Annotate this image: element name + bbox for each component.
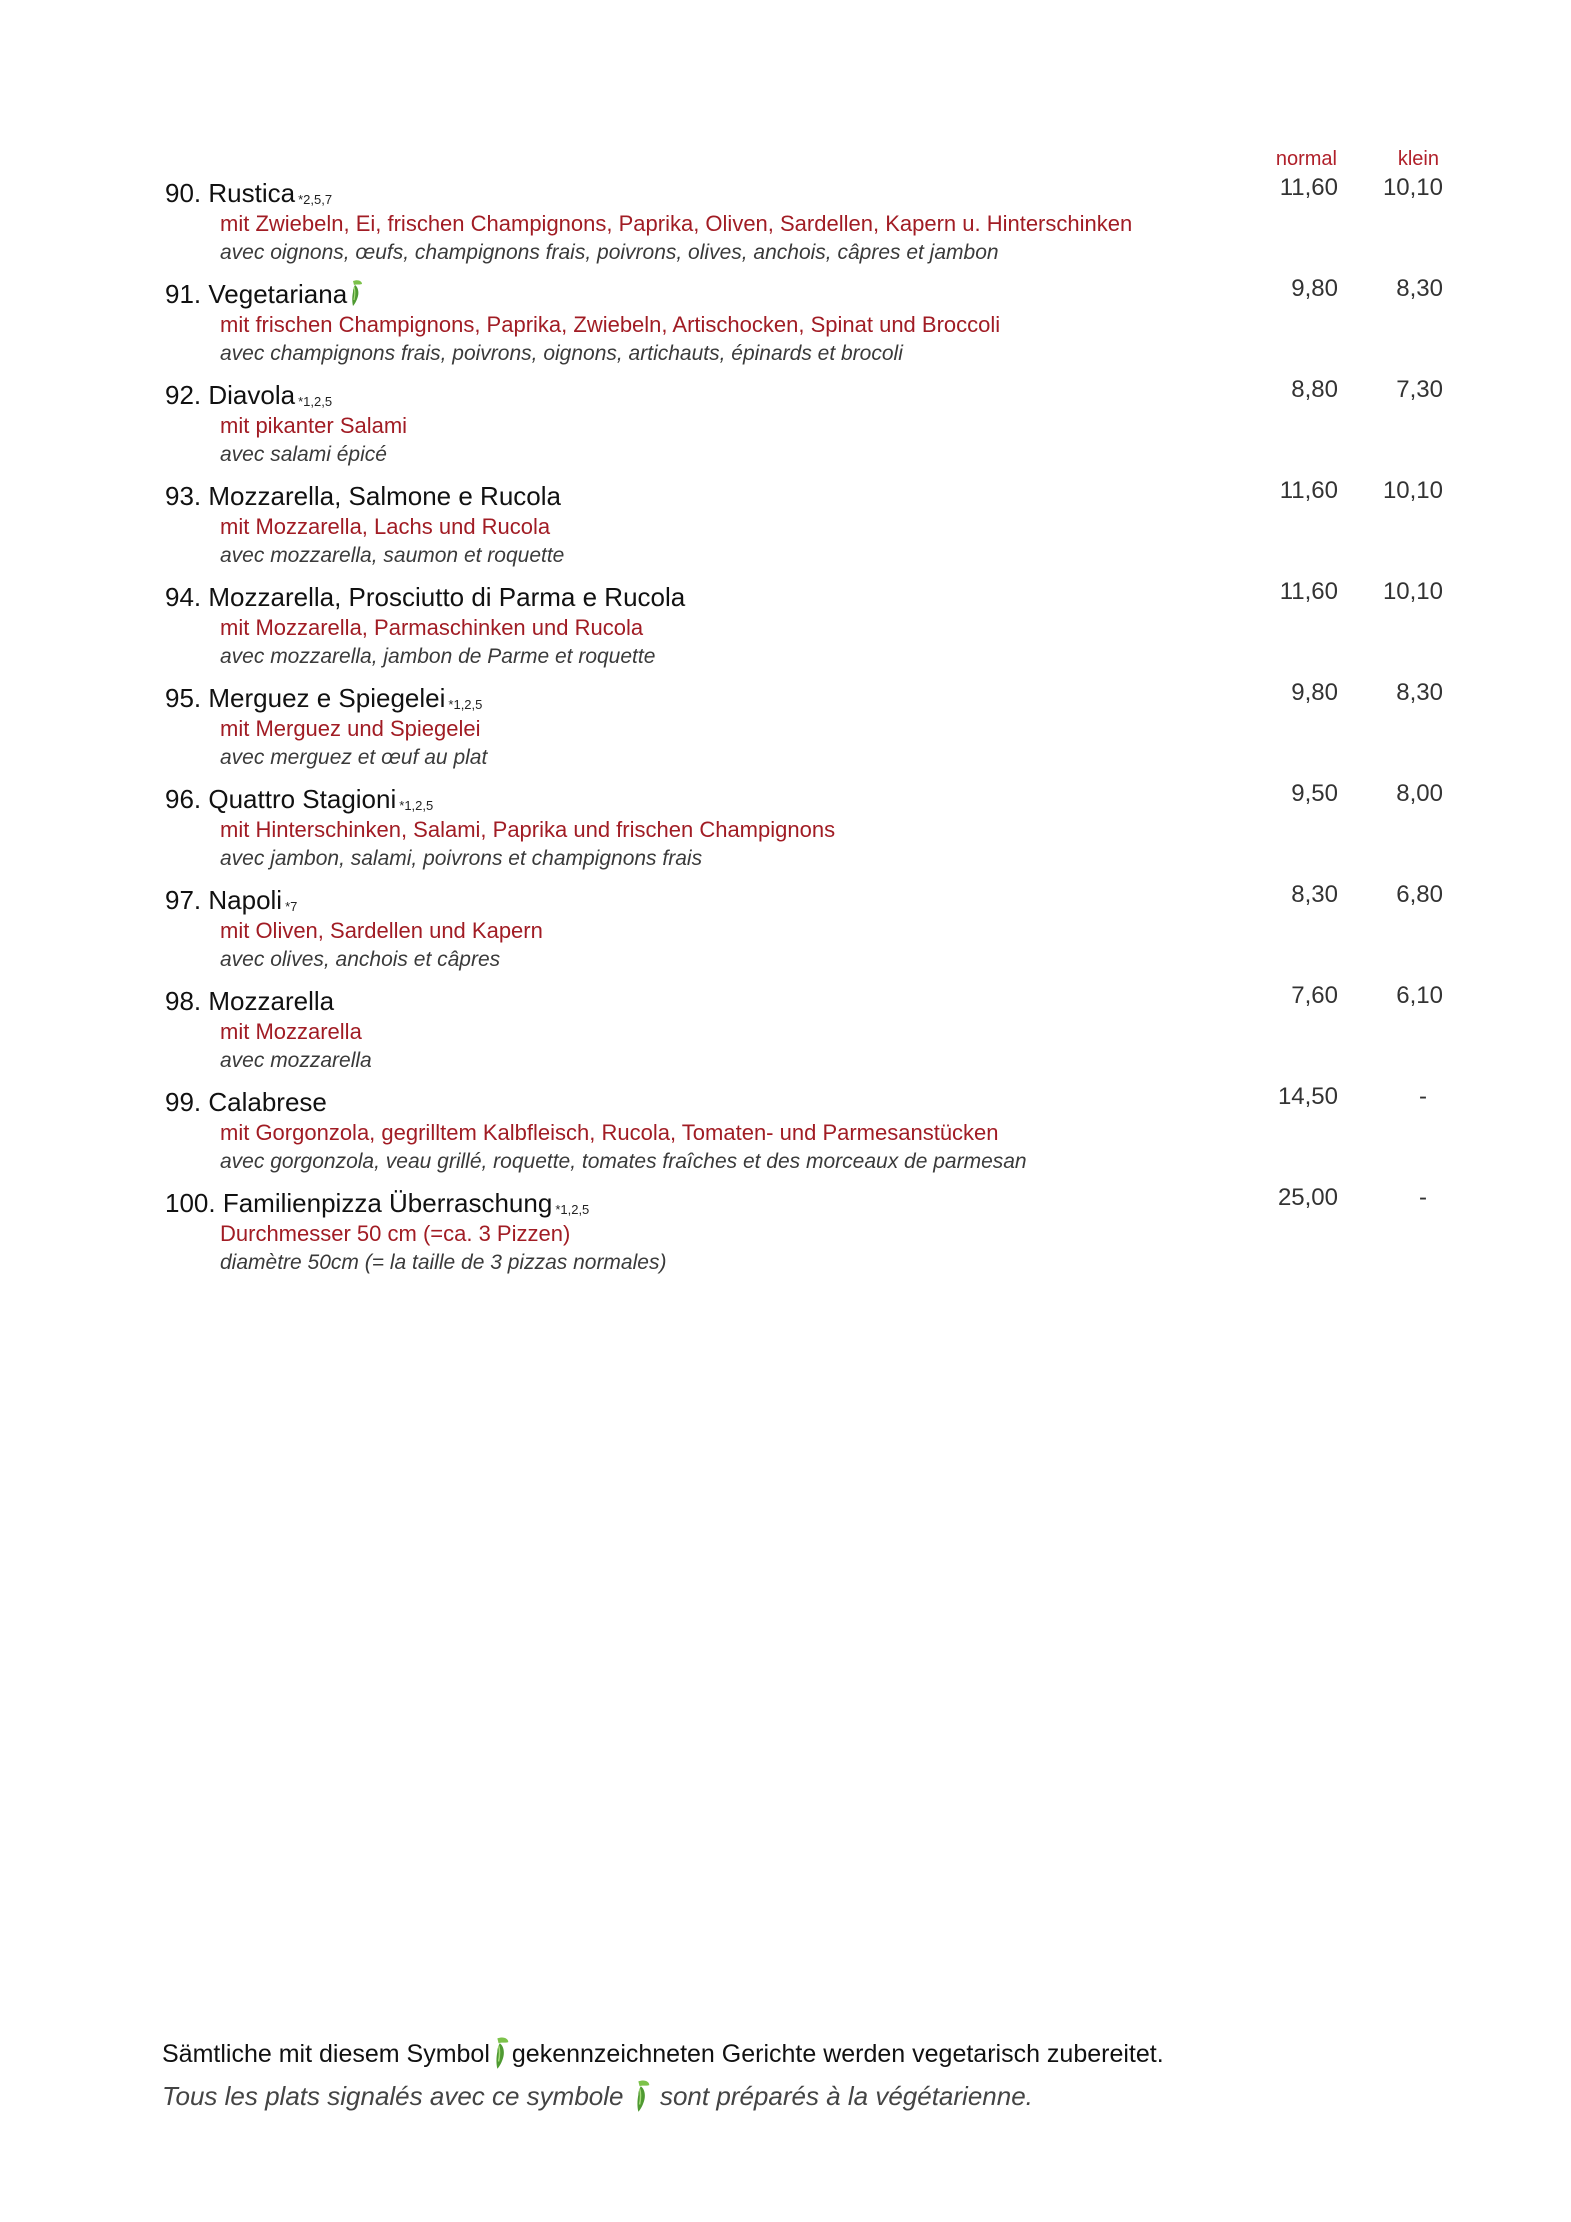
menu-item-description-french: avec merguez et œuf au plat [220, 746, 488, 769]
menu-item [165, 275, 1455, 376]
menu-item-title [165, 1087, 327, 1117]
vegetarian-icon [349, 279, 363, 307]
menu-item-title [165, 986, 334, 1016]
footnote-german-before: Sämtliche mit diesem Symbol [162, 2040, 490, 2068]
menu-item-description-german: mit Merguez und Spiegelei [220, 716, 481, 741]
menu-item-title [165, 178, 332, 213]
allergen-codes: *1,2,5 [298, 394, 333, 409]
menu-item-name: 98. Mozzarella [165, 986, 335, 1016]
price-klein: 6,10 [1396, 982, 1443, 1009]
menu-item-description-french: avec oignons, œufs, champignons frais, poivrons, olives, anchois, câpres et jambon [220, 241, 999, 264]
footnote-german [162, 2034, 1362, 2074]
price-klein: 10,10 [1382, 174, 1443, 201]
price-normal: 25,00 [1277, 1184, 1338, 1211]
price-klein: 10,10 [1382, 578, 1443, 605]
allergen-codes: *1,2,5 [448, 697, 483, 712]
price-normal: 8,30 [1291, 881, 1338, 908]
vegetarian-icon [633, 2079, 651, 2113]
menu-item-description-french: avec mozzarella [220, 1049, 372, 1072]
vegetarian-icon [492, 2036, 510, 2070]
price-normal: 14,50 [1277, 1083, 1338, 1110]
menu-item-description-french: diamètre 50cm (= la taille de 3 pizzas normales) [220, 1251, 667, 1274]
menu-item-description-german: mit Mozzarella, Lachs und Rucola [220, 514, 551, 539]
price-klein: 8,30 [1396, 275, 1443, 302]
menu-item-description-german: mit pikanter Salami [220, 413, 408, 438]
menu-item-name: 99. Calabrese [165, 1087, 327, 1117]
menu-item-description-french: avec salami épicé [220, 443, 387, 466]
menu-item-title [165, 885, 297, 920]
menu-item [165, 780, 1455, 881]
menu-item [165, 578, 1455, 679]
menu-item-description-german: mit frischen Champignons, Paprika, Zwiebeln, Artischocken, Spinat und Broccoli [220, 312, 1001, 337]
menu-item-name: 96. Quattro Stagioni [165, 784, 397, 814]
footnote-french [162, 2076, 1362, 2116]
price-klein: 10,10 [1382, 477, 1443, 504]
pizza-menu-list [165, 174, 1455, 1285]
menu-item-description-french: avec gorgonzola, veau grillé, roquette, tomates fraîches et des morceaux de parmesan [220, 1150, 1027, 1173]
price-normal: 8,80 [1291, 376, 1338, 403]
menu-item-description-german: Durchmesser 50 cm (=ca. 3 Pizzen) [220, 1221, 571, 1246]
menu-item-description-german: mit Mozzarella [220, 1019, 362, 1044]
price-normal: 11,60 [1279, 174, 1338, 201]
footnote-french-before: Tous les plats signalés avec ce symbole [162, 2081, 624, 2111]
menu-item-name: 100. Familienpizza Überraschung [165, 1188, 553, 1218]
menu-item-title [165, 582, 685, 612]
menu-item [165, 174, 1455, 275]
menu-item-description-french: avec mozzarella, jambon de Parme et roquette [220, 645, 656, 668]
menu-item-name: 93. Mozzarella, Salmone e Rucola [165, 481, 561, 511]
price-column-headers [1245, 148, 1445, 174]
column-header-klein: klein [1397, 148, 1439, 170]
menu-item-title [165, 380, 332, 415]
menu-item-description-french: avec jambon, salami, poivrons et champignons frais [220, 847, 703, 870]
menu-item-description-german: mit Zwiebeln, Ei, frischen Champignons, Paprika, Oliven, Sardellen, Kapern u. Hinterschinken [220, 211, 1133, 236]
menu-item-name: 94. Mozzarella, Prosciutto di Parma e Rucola [165, 582, 686, 612]
price-klein: 8,30 [1396, 679, 1443, 706]
menu-item-name: 92. Diavola [165, 380, 296, 410]
menu-item-description-french: avec olives, anchois et câpres [220, 948, 501, 971]
vegetarian-footnote [162, 2034, 1362, 2116]
footnote-german-after: gekennzeichneten Gerichte werden vegetarisch zubereitet. [511, 2040, 1164, 2068]
price-normal: 11,60 [1279, 477, 1338, 504]
menu-item [165, 982, 1455, 1083]
price-klein: - [1419, 1184, 1427, 1211]
menu-item-description-german: mit Hinterschinken, Salami, Paprika und frischen Champignons [220, 817, 836, 842]
price-normal: 11,60 [1279, 578, 1338, 605]
price-klein: 6,80 [1396, 881, 1443, 908]
price-normal: 7,60 [1291, 982, 1338, 1009]
allergen-codes: *7 [285, 899, 298, 914]
allergen-codes: *1,2,5 [555, 1202, 590, 1217]
price-klein: 8,00 [1396, 780, 1443, 807]
menu-item-title [165, 1188, 589, 1223]
menu-item-title [165, 279, 363, 309]
menu-item-name: 95. Merguez e Spiegelei [165, 683, 446, 713]
menu-item [165, 376, 1455, 477]
allergen-codes: *1,2,5 [399, 798, 434, 813]
menu-item-title [165, 481, 561, 511]
menu-item-description-german: mit Mozzarella, Parmaschinken und Rucola [220, 615, 644, 640]
menu-item [165, 1184, 1455, 1285]
menu-item-name: 91. Vegetariana [165, 279, 348, 309]
menu-item [165, 1083, 1455, 1184]
menu-item [165, 477, 1455, 578]
price-normal: 9,50 [1291, 780, 1338, 807]
menu-item-description-german: mit Oliven, Sardellen und Kapern [220, 918, 543, 943]
menu-item-title [165, 784, 433, 819]
footnote-french-after: sont préparés à la végétarienne. [659, 2081, 1033, 2111]
menu-item-name: 97. Napoli [165, 885, 283, 915]
menu-item [165, 881, 1455, 982]
menu-item-title [165, 683, 482, 718]
allergen-codes: *2,5,7 [298, 192, 333, 207]
price-normal: 9,80 [1291, 275, 1338, 302]
menu-item-description-french: avec champignons frais, poivrons, oignons, artichauts, épinards et brocoli [220, 342, 903, 365]
menu-item-description-german: mit Gorgonzola, gegrilltem Kalbfleisch, Rucola, Tomaten- und Parmesanstücken [220, 1120, 999, 1145]
price-klein: 7,30 [1396, 376, 1443, 403]
price-normal: 9,80 [1291, 679, 1338, 706]
menu-item-description-french: avec mozzarella, saumon et roquette [220, 544, 565, 567]
column-header-normal: normal [1275, 148, 1337, 170]
menu-item [165, 679, 1455, 780]
price-klein: - [1419, 1083, 1427, 1110]
menu-item-name: 90. Rustica [165, 178, 296, 208]
